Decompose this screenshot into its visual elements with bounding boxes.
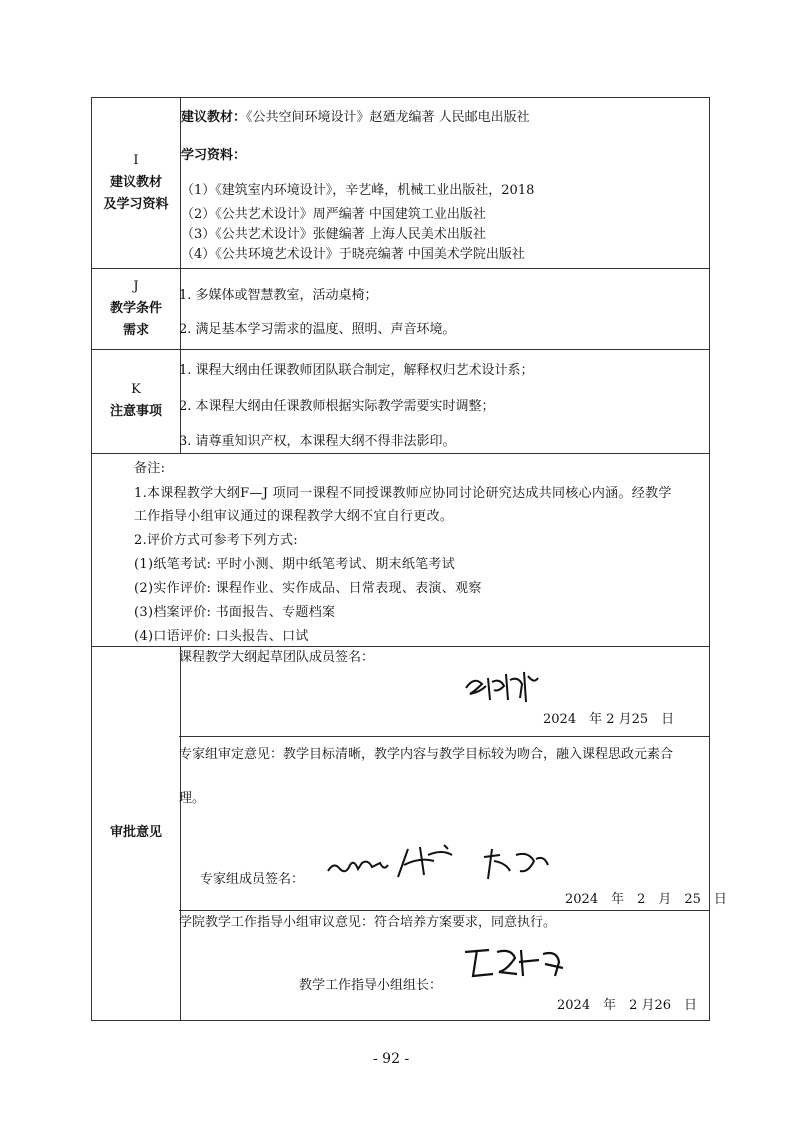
section-j-header (91, 268, 181, 349)
section-j-title-2: 需求 (122, 322, 149, 338)
approval-title: 审批意见 (109, 825, 162, 840)
section-k-header (91, 349, 181, 453)
leader-date: 2024 年 2 月26 日 (557, 998, 698, 1013)
section-j-content (179, 268, 710, 349)
notes-right-border (709, 453, 710, 646)
textbook-value: 《公共空间环境设计》赵廼龙编著 人民邮电出版社 (246, 110, 530, 125)
leader-signature (459, 942, 569, 986)
notes-line: 工作指导小组审议通过的课程教学大纲不宜自行更改。 (134, 509, 454, 524)
approval-header (91, 646, 181, 1020)
draft-team-signature (462, 666, 542, 706)
leader-label: 教学工作指导小组组长： (299, 978, 443, 993)
notice-item: 2. 本课程大纲由任课教师根据实际教学需要实时调整； (179, 399, 495, 414)
material-item: （4）《公共环境艺术设计》于晓亮编著 中国美术学院出版社 (181, 247, 525, 262)
section-k-letter: K (131, 382, 141, 397)
notice-item: 1. 课程大纲由任课教师团队联合制定，解释权归艺术设计系； (179, 363, 534, 378)
table-bottom-border (91, 1020, 710, 1021)
section-k-title: 注意事项 (109, 404, 162, 419)
expert-opinion-line: 专家组审定意见：教学目标清晰，教学内容与教学目标较为吻合，融入课程思政元素合 (179, 747, 674, 762)
row-divider-k-notes (91, 453, 710, 454)
notes-line: (4)口语评价: 口头报告、口试 (134, 629, 309, 644)
section-k-content (179, 349, 710, 453)
notes-line: 1.本课程教学大纲F—J 项同一课程不同授课教师应协同讨论研究达成共同核心内涵。经教学 (134, 486, 672, 501)
section-i-content (179, 97, 710, 268)
section-j-title-1: 教学条件 (109, 300, 162, 316)
notice-item: 3. 请尊重知识产权，本课程大纲不得非法影印。 (179, 434, 456, 449)
expert-signatures (324, 841, 554, 886)
expert-sign-label: 专家组成员签名： (200, 872, 305, 887)
material-item: （1）《建筑室内环境设计》，辛艺峰，机械工业出版社，2018 (181, 183, 535, 198)
material-item: （3）《公共艺术设计》张健编著 上海人民美术出版社 (181, 227, 486, 242)
section-i-letter: I (133, 152, 139, 168)
page-number: - 92 - (373, 1051, 410, 1067)
expert-date: 2024 年 2 月 25 日 (565, 892, 727, 907)
college-opinion: 学院教学工作指导小组审议意见：符合培养方案要求，同意执行。 (179, 915, 557, 930)
condition-item: 1. 多媒体或智慧教室，活动桌椅； (179, 288, 378, 303)
condition-item: 2. 满足基本学习需求的温度、照明、声音环境。 (179, 322, 456, 337)
section-i-title-1: 建议教材 (109, 174, 162, 190)
draft-date: 2024 年 2 月25 日 (543, 712, 675, 727)
notes-line: (1)纸笔考试: 平时小测、期中纸笔考试、期末纸笔考试 (134, 557, 456, 572)
approval-content (179, 646, 727, 1020)
notes-heading: 备注: (134, 461, 166, 476)
notes-left-border (91, 453, 92, 646)
material-item: （2）《公共艺术设计》周严编著 中国建筑工业出版社 (181, 207, 486, 222)
expert-opinion-line: 理。 (179, 791, 206, 806)
draft-team-label: 课程教学大纲起草团队成员签名： (179, 650, 375, 665)
section-i-header (91, 97, 181, 268)
notes-line: (3)档案评价: 书面报告、专题档案 (134, 605, 336, 620)
textbook-label: 建议教材： (181, 110, 247, 125)
notes-line: 2.评价方式可参考下列方式: (134, 533, 298, 548)
textbook-line (181, 109, 530, 127)
notes-line: (2)实作评价: 课程作业、实作成品、日常表现、表演、观察 (134, 581, 482, 596)
section-i-title-2: 及学习资料 (103, 196, 169, 212)
section-j-letter: J (133, 278, 139, 294)
materials-label: 学习资料： (181, 148, 247, 163)
